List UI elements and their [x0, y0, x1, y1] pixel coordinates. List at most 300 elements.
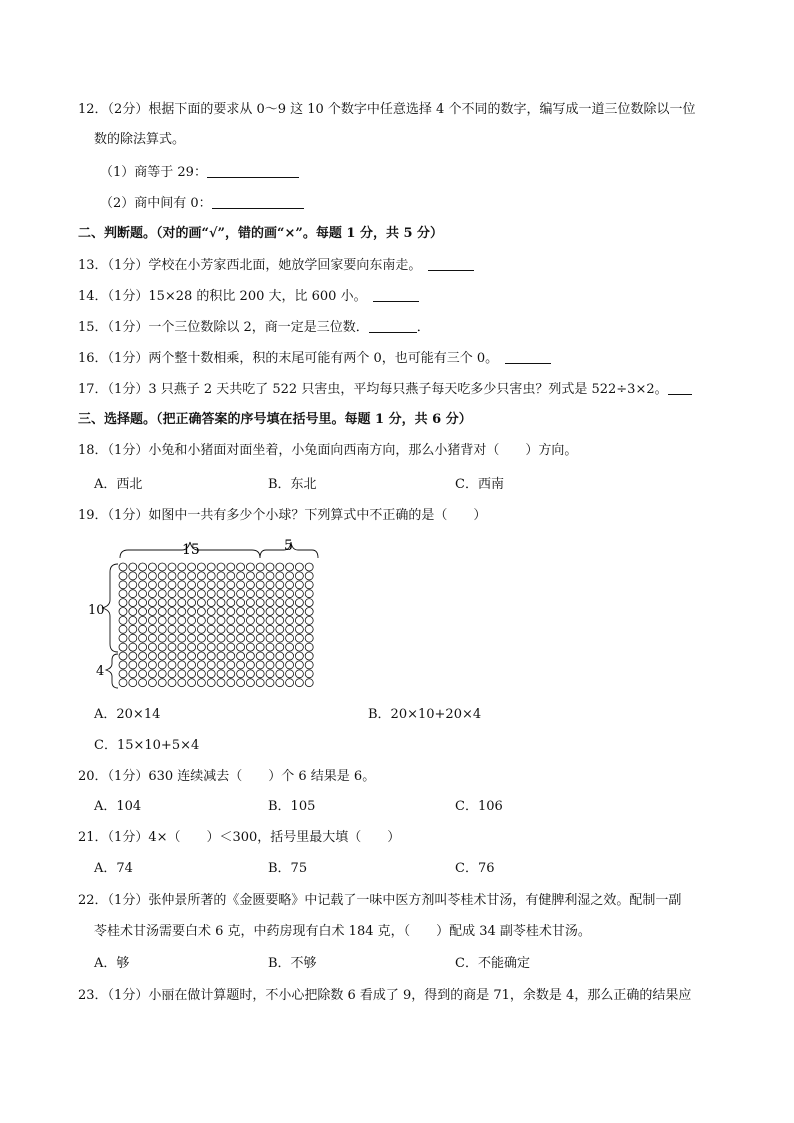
ball — [139, 563, 147, 571]
ball — [148, 661, 156, 669]
ball — [119, 616, 127, 624]
ball — [246, 608, 254, 616]
ball — [197, 652, 205, 660]
ball — [207, 616, 215, 624]
ball — [227, 634, 235, 642]
ball — [256, 625, 264, 633]
ball — [207, 563, 215, 571]
q22-option-b[interactable]: B．不够 — [268, 956, 317, 971]
ball — [256, 590, 264, 598]
ball — [266, 670, 274, 678]
ball — [168, 590, 176, 598]
ball — [246, 563, 254, 571]
q20-text: 20．（1分）630 连续减去（ ）个 6 结果是 6。 — [78, 769, 376, 784]
ball — [168, 670, 176, 678]
ball — [178, 563, 186, 571]
ball — [178, 643, 186, 651]
ball — [178, 616, 186, 624]
ball — [246, 590, 254, 598]
ball — [286, 616, 294, 624]
ball — [305, 625, 313, 633]
q15-text: 15．（1分）一个三位数除以 2，商一定是三位数． — [78, 320, 369, 335]
ball — [246, 625, 254, 633]
ball — [286, 625, 294, 633]
ball — [256, 563, 264, 571]
answer-blank[interactable] — [668, 380, 692, 395]
q21-option-c[interactable]: C．76 — [455, 861, 495, 876]
ball — [148, 616, 156, 624]
q15-tail: ． — [416, 320, 430, 335]
ball — [227, 652, 235, 660]
ball — [148, 581, 156, 589]
ball — [129, 599, 137, 607]
ball — [295, 590, 303, 598]
ball — [256, 679, 264, 687]
ball — [295, 608, 303, 616]
ball — [237, 670, 245, 678]
ball — [266, 608, 274, 616]
ball — [217, 643, 225, 651]
ball — [158, 652, 166, 660]
ball — [158, 670, 166, 678]
ball — [139, 599, 147, 607]
ball — [266, 643, 274, 651]
ball — [266, 599, 274, 607]
ball — [197, 581, 205, 589]
ball — [197, 616, 205, 624]
q21-option-b[interactable]: B．75 — [268, 861, 308, 876]
ball — [207, 643, 215, 651]
ball — [197, 643, 205, 651]
ball — [217, 608, 225, 616]
ball — [227, 608, 235, 616]
ball — [207, 652, 215, 660]
ball — [246, 670, 254, 678]
ball — [129, 679, 137, 687]
ball — [148, 679, 156, 687]
ball — [158, 572, 166, 580]
ball — [227, 599, 235, 607]
ball — [148, 643, 156, 651]
answer-blank[interactable] — [212, 194, 304, 209]
ball — [227, 661, 235, 669]
ball — [276, 608, 284, 616]
ball — [256, 599, 264, 607]
ball — [207, 670, 215, 678]
ball — [237, 643, 245, 651]
ball — [237, 679, 245, 687]
q13-text: 13．（1分）学校在小芳家西北面，她放学回家要向东南走。 — [78, 258, 415, 273]
ball — [237, 634, 245, 642]
ball — [305, 679, 313, 687]
ball — [217, 625, 225, 633]
section-2-heading: 二、判断题。（对的画“√”，错的画“×”。每题 1 分，共 5 分） — [78, 226, 444, 241]
ball — [188, 581, 196, 589]
ball — [168, 679, 176, 687]
ball — [129, 670, 137, 678]
ball — [119, 670, 127, 678]
ball — [305, 599, 313, 607]
ball-grid-figure — [88, 536, 328, 696]
ball — [256, 572, 264, 580]
ball — [276, 599, 284, 607]
ball — [197, 670, 205, 678]
ball — [178, 679, 186, 687]
q20-option-a[interactable]: A．104 — [94, 799, 142, 814]
ball — [305, 652, 313, 660]
ball — [139, 581, 147, 589]
ball — [246, 643, 254, 651]
ball — [178, 608, 186, 616]
ball — [276, 634, 284, 642]
ball — [139, 616, 147, 624]
q14 — [78, 287, 419, 306]
ball — [197, 634, 205, 642]
ball — [119, 599, 127, 607]
ball — [148, 590, 156, 598]
ball — [256, 634, 264, 642]
ball — [237, 563, 245, 571]
ball — [256, 652, 264, 660]
ball — [129, 661, 137, 669]
ball — [286, 599, 294, 607]
ball — [188, 634, 196, 642]
ball — [178, 670, 186, 678]
ball — [227, 590, 235, 598]
figure-label-10: 10 — [88, 603, 105, 618]
ball — [276, 590, 284, 598]
answer-blank[interactable] — [505, 349, 551, 364]
ball — [129, 643, 137, 651]
ball — [148, 625, 156, 633]
ball — [207, 661, 215, 669]
ball — [286, 634, 294, 642]
ball — [168, 563, 176, 571]
ball — [178, 652, 186, 660]
ball — [178, 590, 186, 598]
figure-label-15: 15 — [182, 542, 200, 558]
q18-option-a[interactable]: A．西北 — [94, 477, 143, 492]
ball — [119, 679, 127, 687]
q14-text: 14．（1分）15×28 的积比 200 大，比 600 小。 — [78, 289, 361, 304]
ball — [188, 608, 196, 616]
ball — [295, 661, 303, 669]
ball — [276, 652, 284, 660]
ball — [295, 652, 303, 660]
ball — [178, 661, 186, 669]
q21-option-a[interactable]: A．74 — [94, 861, 133, 876]
ball — [305, 572, 313, 580]
ball — [168, 572, 176, 580]
ball — [276, 679, 284, 687]
ball — [188, 616, 196, 624]
ball — [237, 616, 245, 624]
figure-label-5: 5 — [284, 538, 293, 554]
ball — [295, 616, 303, 624]
ball — [139, 608, 147, 616]
ball — [188, 572, 196, 580]
ball — [217, 661, 225, 669]
ball — [227, 625, 235, 633]
ball — [286, 652, 294, 660]
q19-text: 19．（1分）如图中一共有多少个小球？下列算式中不正确的是（ ） — [78, 508, 487, 523]
ball — [178, 634, 186, 642]
ball — [266, 616, 274, 624]
ball — [119, 661, 127, 669]
ball — [286, 581, 294, 589]
ball — [246, 661, 254, 669]
ball — [217, 616, 225, 624]
ball — [139, 670, 147, 678]
q19-option-b[interactable]: B．20×10+20×4 — [368, 707, 482, 722]
ball — [188, 679, 196, 687]
ball — [217, 590, 225, 598]
ball — [227, 572, 235, 580]
q22-line1: 22．（1分）张仲景所著的《金匮要略》中记载了一味中医方剂叫苓桂术甘汤，有健脾利湿之效。配制一副 — [78, 893, 682, 908]
answer-blank[interactable] — [369, 318, 417, 333]
ball — [158, 599, 166, 607]
ball — [256, 661, 264, 669]
ball — [237, 590, 245, 598]
ball — [207, 608, 215, 616]
ball — [188, 661, 196, 669]
ball — [227, 616, 235, 624]
ball — [188, 643, 196, 651]
ball — [158, 634, 166, 642]
q22-option-a[interactable]: A．够 — [94, 956, 130, 971]
ball — [148, 599, 156, 607]
ball — [139, 661, 147, 669]
ball — [168, 643, 176, 651]
ball — [266, 634, 274, 642]
ball — [286, 670, 294, 678]
answer-blank[interactable] — [428, 256, 474, 271]
ball — [246, 652, 254, 660]
ball — [295, 563, 303, 571]
ball — [197, 590, 205, 598]
ball — [129, 616, 137, 624]
q12-sub1-text: （1）商等于 29： — [100, 165, 207, 180]
ball — [139, 625, 147, 633]
ball — [246, 616, 254, 624]
ball — [158, 661, 166, 669]
ball — [168, 652, 176, 660]
ball — [197, 679, 205, 687]
ball — [295, 599, 303, 607]
ball — [188, 599, 196, 607]
ball — [148, 634, 156, 642]
ball — [139, 679, 147, 687]
ball — [246, 572, 254, 580]
ball — [207, 625, 215, 633]
ball — [178, 572, 186, 580]
ball — [148, 608, 156, 616]
ball — [158, 590, 166, 598]
ball — [168, 661, 176, 669]
q12-line1: 12．（2分）根据下面的要求从 0～9 这 10 个数字中任意选择 4 个不同的数字，编写成一道三位数除以一位 — [78, 102, 696, 117]
section-3-heading: 三、选择题。（把正确答案的序号填在括号里。每题 1 分，共 6 分） — [78, 412, 472, 427]
q16-text: 16．（1分）两个整十数相乘，积的末尾可能有两个 0，也可能有三个 0。 — [78, 351, 492, 366]
ball — [158, 643, 166, 651]
ball — [256, 608, 264, 616]
ball — [266, 572, 274, 580]
ball — [217, 572, 225, 580]
ball — [178, 599, 186, 607]
answer-blank[interactable] — [207, 163, 299, 178]
ball — [266, 652, 274, 660]
q17 — [78, 380, 692, 399]
ball — [129, 634, 137, 642]
ball — [207, 679, 215, 687]
ball — [266, 563, 274, 571]
ball — [207, 581, 215, 589]
q18-text: 18．（1分）小兔和小猪面对面坐着，小兔面向西南方向，那么小猪背对（ ）方向。 — [78, 443, 578, 458]
ball — [237, 572, 245, 580]
ball — [227, 643, 235, 651]
ball — [119, 563, 127, 571]
ball — [129, 625, 137, 633]
ball — [158, 625, 166, 633]
ball — [237, 599, 245, 607]
ball — [256, 581, 264, 589]
ball — [286, 590, 294, 598]
ball — [276, 572, 284, 580]
q20-option-b[interactable]: B．105 — [268, 799, 316, 814]
ball — [276, 670, 284, 678]
ball — [256, 670, 264, 678]
ball — [158, 563, 166, 571]
ball — [158, 616, 166, 624]
ball — [207, 634, 215, 642]
ball — [217, 563, 225, 571]
ball — [286, 661, 294, 669]
ball — [139, 643, 147, 651]
ball — [119, 625, 127, 633]
ball — [188, 625, 196, 633]
ball — [266, 590, 274, 598]
ball — [158, 581, 166, 589]
ball — [168, 634, 176, 642]
ball — [256, 643, 264, 651]
ball — [295, 670, 303, 678]
ball — [266, 625, 274, 633]
ball — [237, 661, 245, 669]
ball — [305, 581, 313, 589]
ball — [139, 572, 147, 580]
ball — [217, 634, 225, 642]
q21-text: 21．（1分）4×（ ）＜300，括号里最大填（ ） — [78, 830, 401, 845]
ball — [295, 643, 303, 651]
ball — [276, 616, 284, 624]
q13 — [78, 256, 474, 275]
ball — [188, 590, 196, 598]
ball — [158, 608, 166, 616]
ball — [119, 643, 127, 651]
ball — [286, 608, 294, 616]
ball — [266, 661, 274, 669]
ball — [217, 652, 225, 660]
ball — [148, 652, 156, 660]
ball — [168, 625, 176, 633]
q17-text: 17．（1分）3 只燕子 2 天共吃了 522 只害虫，平均每只燕子每天吃多少只害虫？列式是 522÷3×2。 — [78, 382, 668, 397]
ball — [207, 590, 215, 598]
ball — [188, 670, 196, 678]
ball — [227, 679, 235, 687]
q19-option-c[interactable]: C．15×10+5×4 — [94, 738, 200, 753]
q23-line1: 23．（1分）小丽在做计算题时，不小心把除数 6 看成了 9，得到的商是 71，余数是 4，那么正确的结果应 — [78, 988, 692, 1003]
ball — [276, 625, 284, 633]
ball — [246, 634, 254, 642]
ball — [119, 634, 127, 642]
ball — [129, 581, 137, 589]
q19-option-a[interactable]: A．20×14 — [94, 707, 161, 722]
ball — [237, 581, 245, 589]
ball — [246, 581, 254, 589]
ball — [295, 634, 303, 642]
ball — [295, 581, 303, 589]
ball — [305, 590, 313, 598]
ball — [237, 608, 245, 616]
ball — [139, 652, 147, 660]
q18-option-c[interactable]: C．西南 — [455, 477, 504, 492]
ball — [217, 670, 225, 678]
ball — [276, 563, 284, 571]
ball — [237, 652, 245, 660]
ball — [246, 599, 254, 607]
answer-blank[interactable] — [373, 287, 419, 302]
ball — [305, 616, 313, 624]
ball — [119, 590, 127, 598]
ball — [286, 563, 294, 571]
ball — [168, 616, 176, 624]
ball — [266, 679, 274, 687]
ball — [197, 563, 205, 571]
q12-sub2 — [100, 194, 304, 213]
q20-option-c[interactable]: C．106 — [455, 799, 503, 814]
ball — [227, 563, 235, 571]
ball — [119, 652, 127, 660]
ball — [246, 679, 254, 687]
ball — [286, 679, 294, 687]
ball — [227, 670, 235, 678]
ball — [276, 643, 284, 651]
ball — [295, 572, 303, 580]
ball — [197, 625, 205, 633]
ball — [217, 679, 225, 687]
ball — [286, 643, 294, 651]
ball — [276, 581, 284, 589]
ball — [295, 625, 303, 633]
ball — [129, 572, 137, 580]
ball — [295, 679, 303, 687]
ball — [148, 572, 156, 580]
q12-sub2-text: （2）商中间有 0： — [100, 196, 212, 211]
ball — [148, 563, 156, 571]
q18-option-b[interactable]: B．东北 — [268, 477, 317, 492]
ball — [129, 590, 137, 598]
ball — [158, 679, 166, 687]
ball — [188, 652, 196, 660]
ball — [305, 670, 313, 678]
ball — [217, 599, 225, 607]
ball — [178, 625, 186, 633]
q22-option-c[interactable]: C．不能确定 — [455, 956, 530, 971]
figure-label-4: 4 — [96, 664, 105, 679]
ball — [168, 581, 176, 589]
ball — [256, 616, 264, 624]
ball — [305, 661, 313, 669]
q15 — [78, 318, 430, 337]
